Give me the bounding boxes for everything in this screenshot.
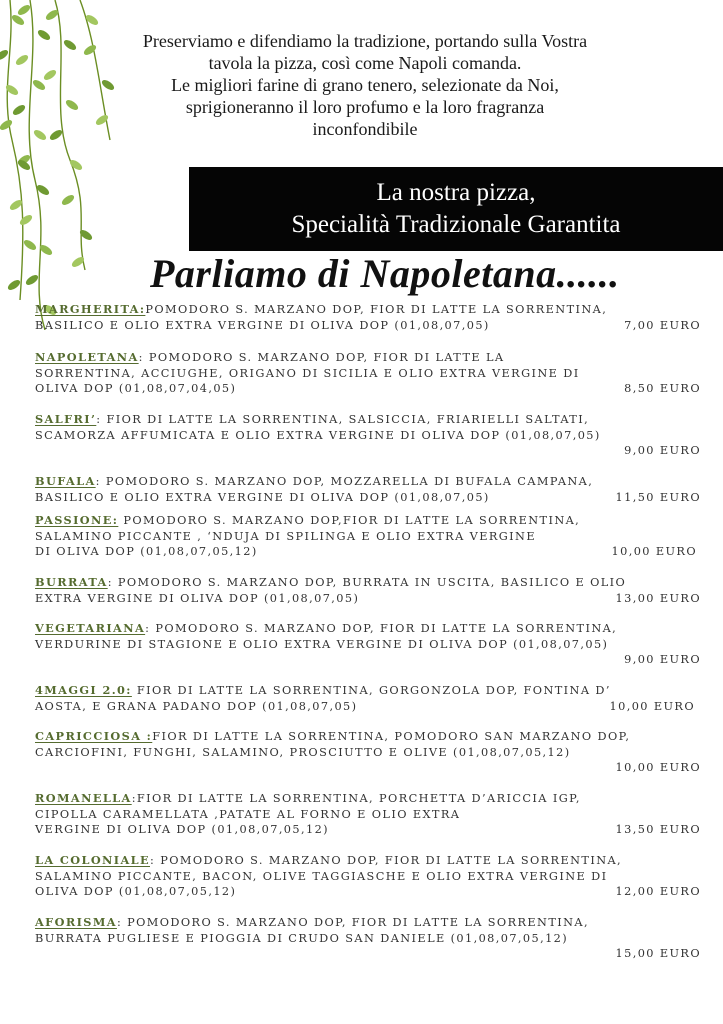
item-desc: SORRENTINA, ACCIUGHE, ORIGANO DI SICILIA E OLIO EXTRA VERGINE DI (35, 366, 580, 380)
leaf (42, 68, 57, 82)
leaf (0, 118, 14, 132)
banner-line-1: La nostra pizza, (376, 179, 536, 206)
item-name: LA COLONIALE (35, 853, 150, 867)
intro-line: sprigioneranno il loro profumo e la loro fragranza (185, 97, 545, 117)
leaf (64, 98, 79, 112)
leaf (10, 13, 25, 27)
item-desc: CIPOLLA CARAMELLATA ,PATATE AL FORNO E OLIO EXTRA (35, 807, 461, 821)
menu-item (35, 412, 707, 459)
menu-item (35, 621, 707, 668)
item-name: AFORISMA (35, 915, 117, 929)
leaf (16, 3, 31, 17)
item-price: 10,00 EURO (615, 761, 701, 774)
item-price: 13,00 EURO (615, 591, 701, 605)
menu-item (35, 474, 707, 505)
intro-line: Le migliori farine di grano tenero, selezionate da Noi, (171, 75, 559, 95)
item-price: 15,00 EURO (615, 947, 701, 960)
item-desc: : POMODORO S. MARZANO DOP, FIOR DI LATTE LA SORRENTINA, (150, 854, 623, 867)
leaf (11, 103, 26, 117)
item-desc: OLIVA DOP (01,08,07,04,05) (35, 382, 237, 395)
menu-item (35, 513, 707, 560)
leaf (18, 213, 33, 227)
item-desc: FIOR DI LATTE LA SORRENTINA, POMODORO SAN MARZANO DOP, (152, 730, 631, 743)
item-price: 12,00 EURO (615, 885, 701, 898)
menu-item (35, 575, 707, 606)
intro-line: inconfondibile (312, 119, 418, 139)
leaf (24, 273, 39, 287)
item-name: CAPRICCIOSA : (35, 729, 153, 743)
menu-item (35, 729, 707, 776)
item-price: 10,00 EURO (609, 699, 695, 713)
item-name: SALFRI’ (35, 412, 97, 426)
banner (189, 167, 723, 251)
item-desc: BASILICO E OLIO EXTRA VERGINE DI OLIVA DOP (01,08,07,05) (35, 490, 490, 504)
item-desc: SALAMINO PICCANTE , ‘NDUJA DI SPILINGA E OLIO EXTRA VERGINE (35, 529, 536, 543)
intro-line: tavola la pizza, così come Napoli comanda. (208, 53, 522, 73)
leaf (32, 128, 47, 142)
item-name: 4MAGGI 2.0: (35, 683, 132, 697)
item-name: BUFALA (35, 474, 96, 488)
item-desc: SALAMINO PICCANTE, BACON, OLIVE TAGGIASCHE E OLIO EXTRA VERGINE DI (35, 869, 608, 883)
item-desc: BURRATA PUGLIESE E PIOGGIA DI CRUDO SAN DANIELE (01,08,07,05,12) (35, 931, 569, 945)
item-desc: VERGINE DI OLIVA DOP (01,08,07,05,12) (35, 823, 329, 836)
intro-text (95, 30, 635, 140)
item-price: 13,50 EURO (615, 823, 701, 836)
item-desc: POMODORO S. MARZANO DOP,FIOR DI LATTE LA SORRENTINA, (118, 514, 581, 527)
item-desc: : POMODORO S. MARZANO DOP, FIOR DI LATTE LA SORRENTINA, (116, 916, 589, 929)
item-desc: VERDURINE DI STAGIONE E OLIO EXTRA VERGINE DI OLIVA DOP (01,08,07,05) (35, 637, 609, 651)
item-desc: SCAMORZA AFFUMICATA E OLIO EXTRA VERGINE DI OLIVA DOP (01,08,07,05) (35, 428, 601, 442)
leaf (48, 128, 63, 142)
item-desc: : POMODORO S. MARZANO DOP, FIOR DI LATTE LA (138, 351, 505, 364)
leaf (0, 48, 10, 62)
item-price: 9,00 EURO (624, 444, 701, 457)
menu-item (35, 302, 707, 333)
item-desc: : POMODORO S. MARZANO DOP, MOZZARELLA DI BUFALA CAMPANA, (95, 475, 594, 488)
menu-item (35, 915, 707, 962)
item-desc: BASILICO E OLIO EXTRA VERGINE DI OLIVA DOP (01,08,07,05) (35, 318, 490, 332)
leaf (31, 78, 46, 92)
item-desc: EXTRA VERGINE DI OLIVA DOP (01,08,07,05) (35, 591, 360, 605)
item-desc: DI OLIVA DOP (01,08,07,05,12) (35, 545, 258, 558)
leaf (14, 53, 29, 67)
menu-item (35, 853, 707, 900)
item-desc: : POMODORO S. MARZANO DOP, BURRATA IN USCITA, BASILICO E OLIO (107, 576, 627, 589)
item-price: 8,50 EURO (624, 382, 701, 395)
item-desc: : FIOR DI LATTE LA SORRENTINA, SALSICCIA, FRIARIELLI SALTATI, (96, 413, 590, 426)
item-name: NAPOLETANA (35, 350, 139, 364)
item-price: 9,00 EURO (624, 653, 701, 666)
item-price: 11,50 EURO (615, 490, 701, 504)
item-desc: OLIVA DOP (01,08,07,05,12) (35, 885, 237, 898)
leaf (6, 278, 21, 292)
item-name: PASSIONE: (35, 513, 119, 527)
item-name: MARGHERITA: (35, 302, 146, 316)
leaf (62, 38, 77, 52)
banner-line-2: Specialità Tradizionale Garantita (291, 211, 621, 238)
section-title: Parliamo di Napoletana...... (150, 251, 620, 296)
item-desc: : POMODORO S. MARZANO DOP, FIOR DI LATTE LA SORRENTINA, (145, 622, 618, 635)
leaf (60, 193, 75, 207)
item-desc: POMODORO S. MARZANO DOP, FIOR DI LATTE LA SORRENTINA, (145, 303, 608, 316)
intro-line: Preserviamo e difendiamo la tradizione, portando sulla Vostra (142, 31, 588, 51)
menu-item (35, 791, 707, 838)
leaf (22, 238, 37, 252)
item-desc: :FIOR DI LATTE LA SORRENTINA, PORCHETTA D’ARICCIA IGP, (131, 792, 581, 805)
item-desc: CARCIOFINI, FUNGHI, SALAMINO, PROSCIUTTO E OLIVE (01,08,07,05,12) (35, 745, 571, 759)
item-price: 7,00 EURO (624, 318, 701, 332)
item-name: BURRATA (35, 575, 108, 589)
leaf (36, 28, 51, 42)
menu-item (35, 350, 707, 397)
item-price: 10,00 EURO (611, 545, 697, 558)
item-desc: AOSTA, E GRANA PADANO DOP (01,08,07,05) (35, 699, 358, 713)
menu-item (35, 683, 707, 714)
item-name: VEGETARIANA (35, 621, 146, 635)
item-name: ROMANELLA (35, 791, 132, 805)
item-desc: FIOR DI LATTE LA SORRENTINA, GORGONZOLA DOP, FONTINA D’ (131, 684, 611, 697)
